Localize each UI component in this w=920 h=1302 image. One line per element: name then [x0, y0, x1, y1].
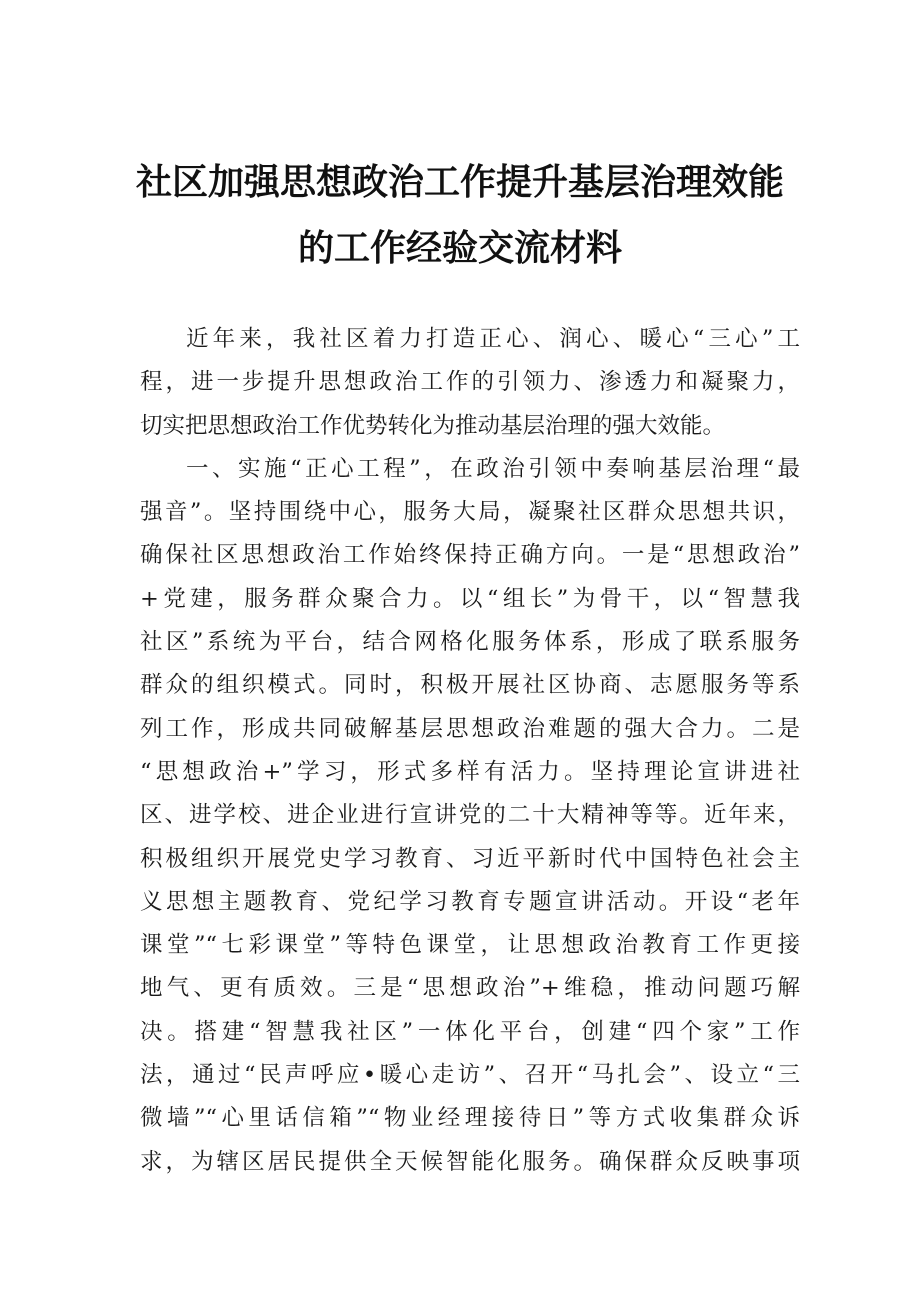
body-line: 社区”系统为平台，结合网格化服务体系，形成了联系服务 — [140, 629, 800, 656]
body-line: 确保社区思想政治工作始终保持正确方向。一是“思想政治” — [140, 542, 800, 569]
body-line: 课堂”“七彩课堂”等特色课堂，让思想政治教育工作更接 — [140, 932, 800, 959]
body-line: 法，通过“民声呼应•暖心走访”、召开“马扎会”、设立“三 — [140, 1062, 800, 1089]
title-line-1: 社区加强思想政治工作提升基层治理效能 — [135, 162, 784, 203]
body-line: “思想政治+”学习，形式多样有活力。坚持理论宣讲进社 — [140, 758, 800, 785]
body-line: 切实把思想政治工作优势转化为推动基层治理的强大效能。 — [140, 412, 726, 439]
body-line: 区、进学校、进企业进行宣讲党的二十大精神等等。近年来， — [140, 802, 800, 829]
title-line-2: 的工作经验交流材料 — [297, 228, 622, 269]
body-line: 积极组织开展党史学习教育、习近平新时代中国特色社会主 — [140, 845, 800, 872]
body-line: 近年来，我社区着力打造正心、润心、暖心“三心”工 — [186, 326, 800, 352]
body-line: 义思想主题教育、党纪学习教育专题宣讲活动。开设“老年 — [140, 888, 800, 915]
body-line: 微墙”“心里话信箱”“物业经理接待日”等方式收集群众诉 — [140, 1105, 800, 1132]
document-body — [140, 318, 800, 1184]
body-line: 强音”。坚持围绕中心，服务大局，凝聚社区群众思想共识， — [140, 499, 800, 526]
body-line: 列工作，形成共同破解基层思想政治难题的强大合力。二是 — [140, 715, 800, 742]
body-line: 程，进一步提升思想政治工作的引领力、渗透力和凝聚力， — [140, 369, 800, 396]
body-line: 决。搭建“智慧我社区”一体化平台，创建“四个家”工作 — [140, 1018, 800, 1045]
body-line: 一、实施“正心工程”，在政治引领中奏响基层治理“最 — [186, 455, 800, 482]
document-title — [100, 150, 820, 282]
body-line: 求，为辖区居民提供全天候智能化服务。确保群众反映事项 — [140, 1148, 800, 1175]
body-line: 地气、更有质效。三是“思想政治”+维稳，推动问题巧解 — [140, 975, 800, 1002]
body-line: +党建，服务群众聚合力。以“组长”为骨干，以“智慧我 — [140, 585, 800, 612]
body-line: 群众的组织模式。同时，积极开展社区协商、志愿服务等系 — [140, 672, 800, 699]
